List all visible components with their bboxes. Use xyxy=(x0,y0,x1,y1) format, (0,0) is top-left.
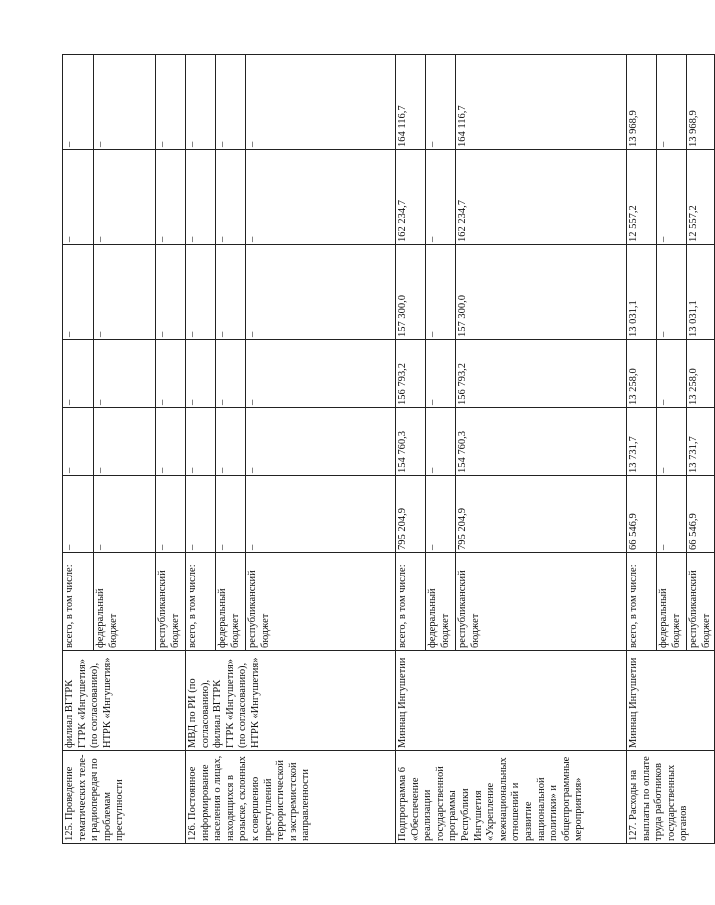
amount-cell: – xyxy=(216,150,246,245)
amount-cell: – xyxy=(186,55,216,150)
amount-cell: 13 031,1 xyxy=(627,245,657,340)
amount-cell: 156 793,2 xyxy=(456,340,627,408)
amount-cell: – xyxy=(246,408,396,476)
amount-cell: – xyxy=(63,476,94,553)
amount-cell: – xyxy=(94,408,156,476)
amount-cell: 13 258,0 xyxy=(627,340,657,408)
funding-source-cell: всего, в том числе: xyxy=(627,553,657,651)
funding-source-cell: республиканский бюджет xyxy=(456,553,627,651)
amount-cell: 795 204,9 xyxy=(396,476,426,553)
amount-cell: – xyxy=(426,150,456,245)
amount-cell: – xyxy=(63,340,94,408)
amount-cell: – xyxy=(63,408,94,476)
amount-cell: – xyxy=(246,55,396,150)
amount-cell: – xyxy=(246,476,396,553)
amount-cell: – xyxy=(246,150,396,245)
amount-cell: – xyxy=(657,245,687,340)
amount-cell: 156 793,2 xyxy=(396,340,426,408)
amount-cell: – xyxy=(246,340,396,408)
document-page xyxy=(62,55,712,844)
amount-cell: 12 557,2 xyxy=(627,150,657,245)
amount-cell: – xyxy=(63,55,94,150)
amount-cell: – xyxy=(186,245,216,340)
amount-cell: 66 546,9 xyxy=(627,476,657,553)
amount-cell: 13 731,7 xyxy=(627,408,657,476)
amount-cell: 154 760,3 xyxy=(456,408,627,476)
executor-cell: филиал ВГТРК ГТРК «Ингушетия» (по согласованию), НТРК «Ингушетия» xyxy=(63,651,186,751)
amount-cell: – xyxy=(426,340,456,408)
funding-source-cell: всего, в том числе: xyxy=(186,553,216,651)
table-row xyxy=(63,55,94,844)
amount-cell: 157 300,0 xyxy=(396,245,426,340)
funding-source-cell: всего, в том числе: xyxy=(63,553,94,651)
amount-cell: – xyxy=(216,55,246,150)
amount-cell: – xyxy=(657,408,687,476)
amount-cell: 162 234,7 xyxy=(456,150,627,245)
amount-cell: – xyxy=(156,476,186,553)
amount-cell: – xyxy=(216,476,246,553)
amount-cell: – xyxy=(216,245,246,340)
amount-cell: – xyxy=(156,150,186,245)
funding-source-cell: федеральный бюджет xyxy=(94,553,156,651)
amount-cell: – xyxy=(94,55,156,150)
rotated-table-container xyxy=(62,55,712,844)
amount-cell: – xyxy=(94,245,156,340)
amount-cell: – xyxy=(94,150,156,245)
amount-cell: 13 731,7 xyxy=(687,408,715,476)
budget-table xyxy=(62,54,715,844)
funding-source-cell: федеральный бюджет xyxy=(216,553,246,651)
amount-cell: 13 031,1 xyxy=(687,245,715,340)
amount-cell: – xyxy=(426,55,456,150)
amount-cell: – xyxy=(426,476,456,553)
amount-cell: – xyxy=(657,340,687,408)
funding-source-cell: федеральный бюджет xyxy=(426,553,456,651)
amount-cell: 13 968,9 xyxy=(687,55,715,150)
amount-cell: – xyxy=(156,340,186,408)
amount-cell: 162 234,7 xyxy=(396,150,426,245)
table-row xyxy=(186,55,216,844)
measure-name-cell: 126. Постоянное информирование населения о лицах, находящихся в розыске, склонных к совершению преступлений террористической и экстремистской направленности xyxy=(186,751,396,844)
measure-name-cell: 127. Расходы на выплаты по оплате труда работников государственных органов xyxy=(627,751,715,844)
amount-cell: – xyxy=(156,245,186,340)
amount-cell: 157 300,0 xyxy=(456,245,627,340)
amount-cell: – xyxy=(216,340,246,408)
amount-cell: – xyxy=(186,408,216,476)
amount-cell: 164 116,7 xyxy=(456,55,627,150)
amount-cell: 154 760,3 xyxy=(396,408,426,476)
executor-cell: Миннац Ингушетии xyxy=(396,651,627,751)
amount-cell: 164 116,7 xyxy=(396,55,426,150)
amount-cell: – xyxy=(63,245,94,340)
amount-cell: – xyxy=(186,150,216,245)
funding-source-cell: всего, в том числе: xyxy=(396,553,426,651)
amount-cell: 66 546,9 xyxy=(687,476,715,553)
measure-name-cell: 125. Проведение тематических теле- и радиопередач по проблемам преступности xyxy=(63,751,186,844)
amount-cell: – xyxy=(156,55,186,150)
executor-cell: МВД по РИ (по согласованию), филиал ВГТРК ГТРК «Ингушетия» (по согласованию), НТРК «Ингушетия» xyxy=(186,651,396,751)
amount-cell: – xyxy=(657,55,687,150)
amount-cell: – xyxy=(186,476,216,553)
amount-cell: 13 968,9 xyxy=(627,55,657,150)
amount-cell: – xyxy=(63,150,94,245)
amount-cell: – xyxy=(657,150,687,245)
executor-cell: Миннац Ингушетии xyxy=(627,651,715,751)
amount-cell: – xyxy=(246,245,396,340)
amount-cell: 12 557,2 xyxy=(687,150,715,245)
funding-source-cell: республиканский бюджет xyxy=(246,553,396,651)
measure-name-cell: Подпрограмма 6 «Обеспечение реализации государственной программы Республики Ингушетия «Укрепление межнациональных отношений и развитие национальной политики» и общепрограммные мероприятия» xyxy=(396,751,627,844)
amount-cell: 13 258,0 xyxy=(687,340,715,408)
amount-cell: – xyxy=(156,408,186,476)
table-row xyxy=(627,55,657,844)
table-row xyxy=(396,55,426,844)
funding-source-cell: республиканский бюджет xyxy=(156,553,186,651)
amount-cell: 795 204,9 xyxy=(456,476,627,553)
amount-cell: – xyxy=(94,476,156,553)
funding-source-cell: федеральный бюджет xyxy=(657,553,687,651)
amount-cell: – xyxy=(426,245,456,340)
funding-source-cell: республиканский бюджет xyxy=(687,553,715,651)
amount-cell: – xyxy=(216,408,246,476)
amount-cell: – xyxy=(657,476,687,553)
amount-cell: – xyxy=(186,340,216,408)
amount-cell: – xyxy=(426,408,456,476)
amount-cell: – xyxy=(94,340,156,408)
